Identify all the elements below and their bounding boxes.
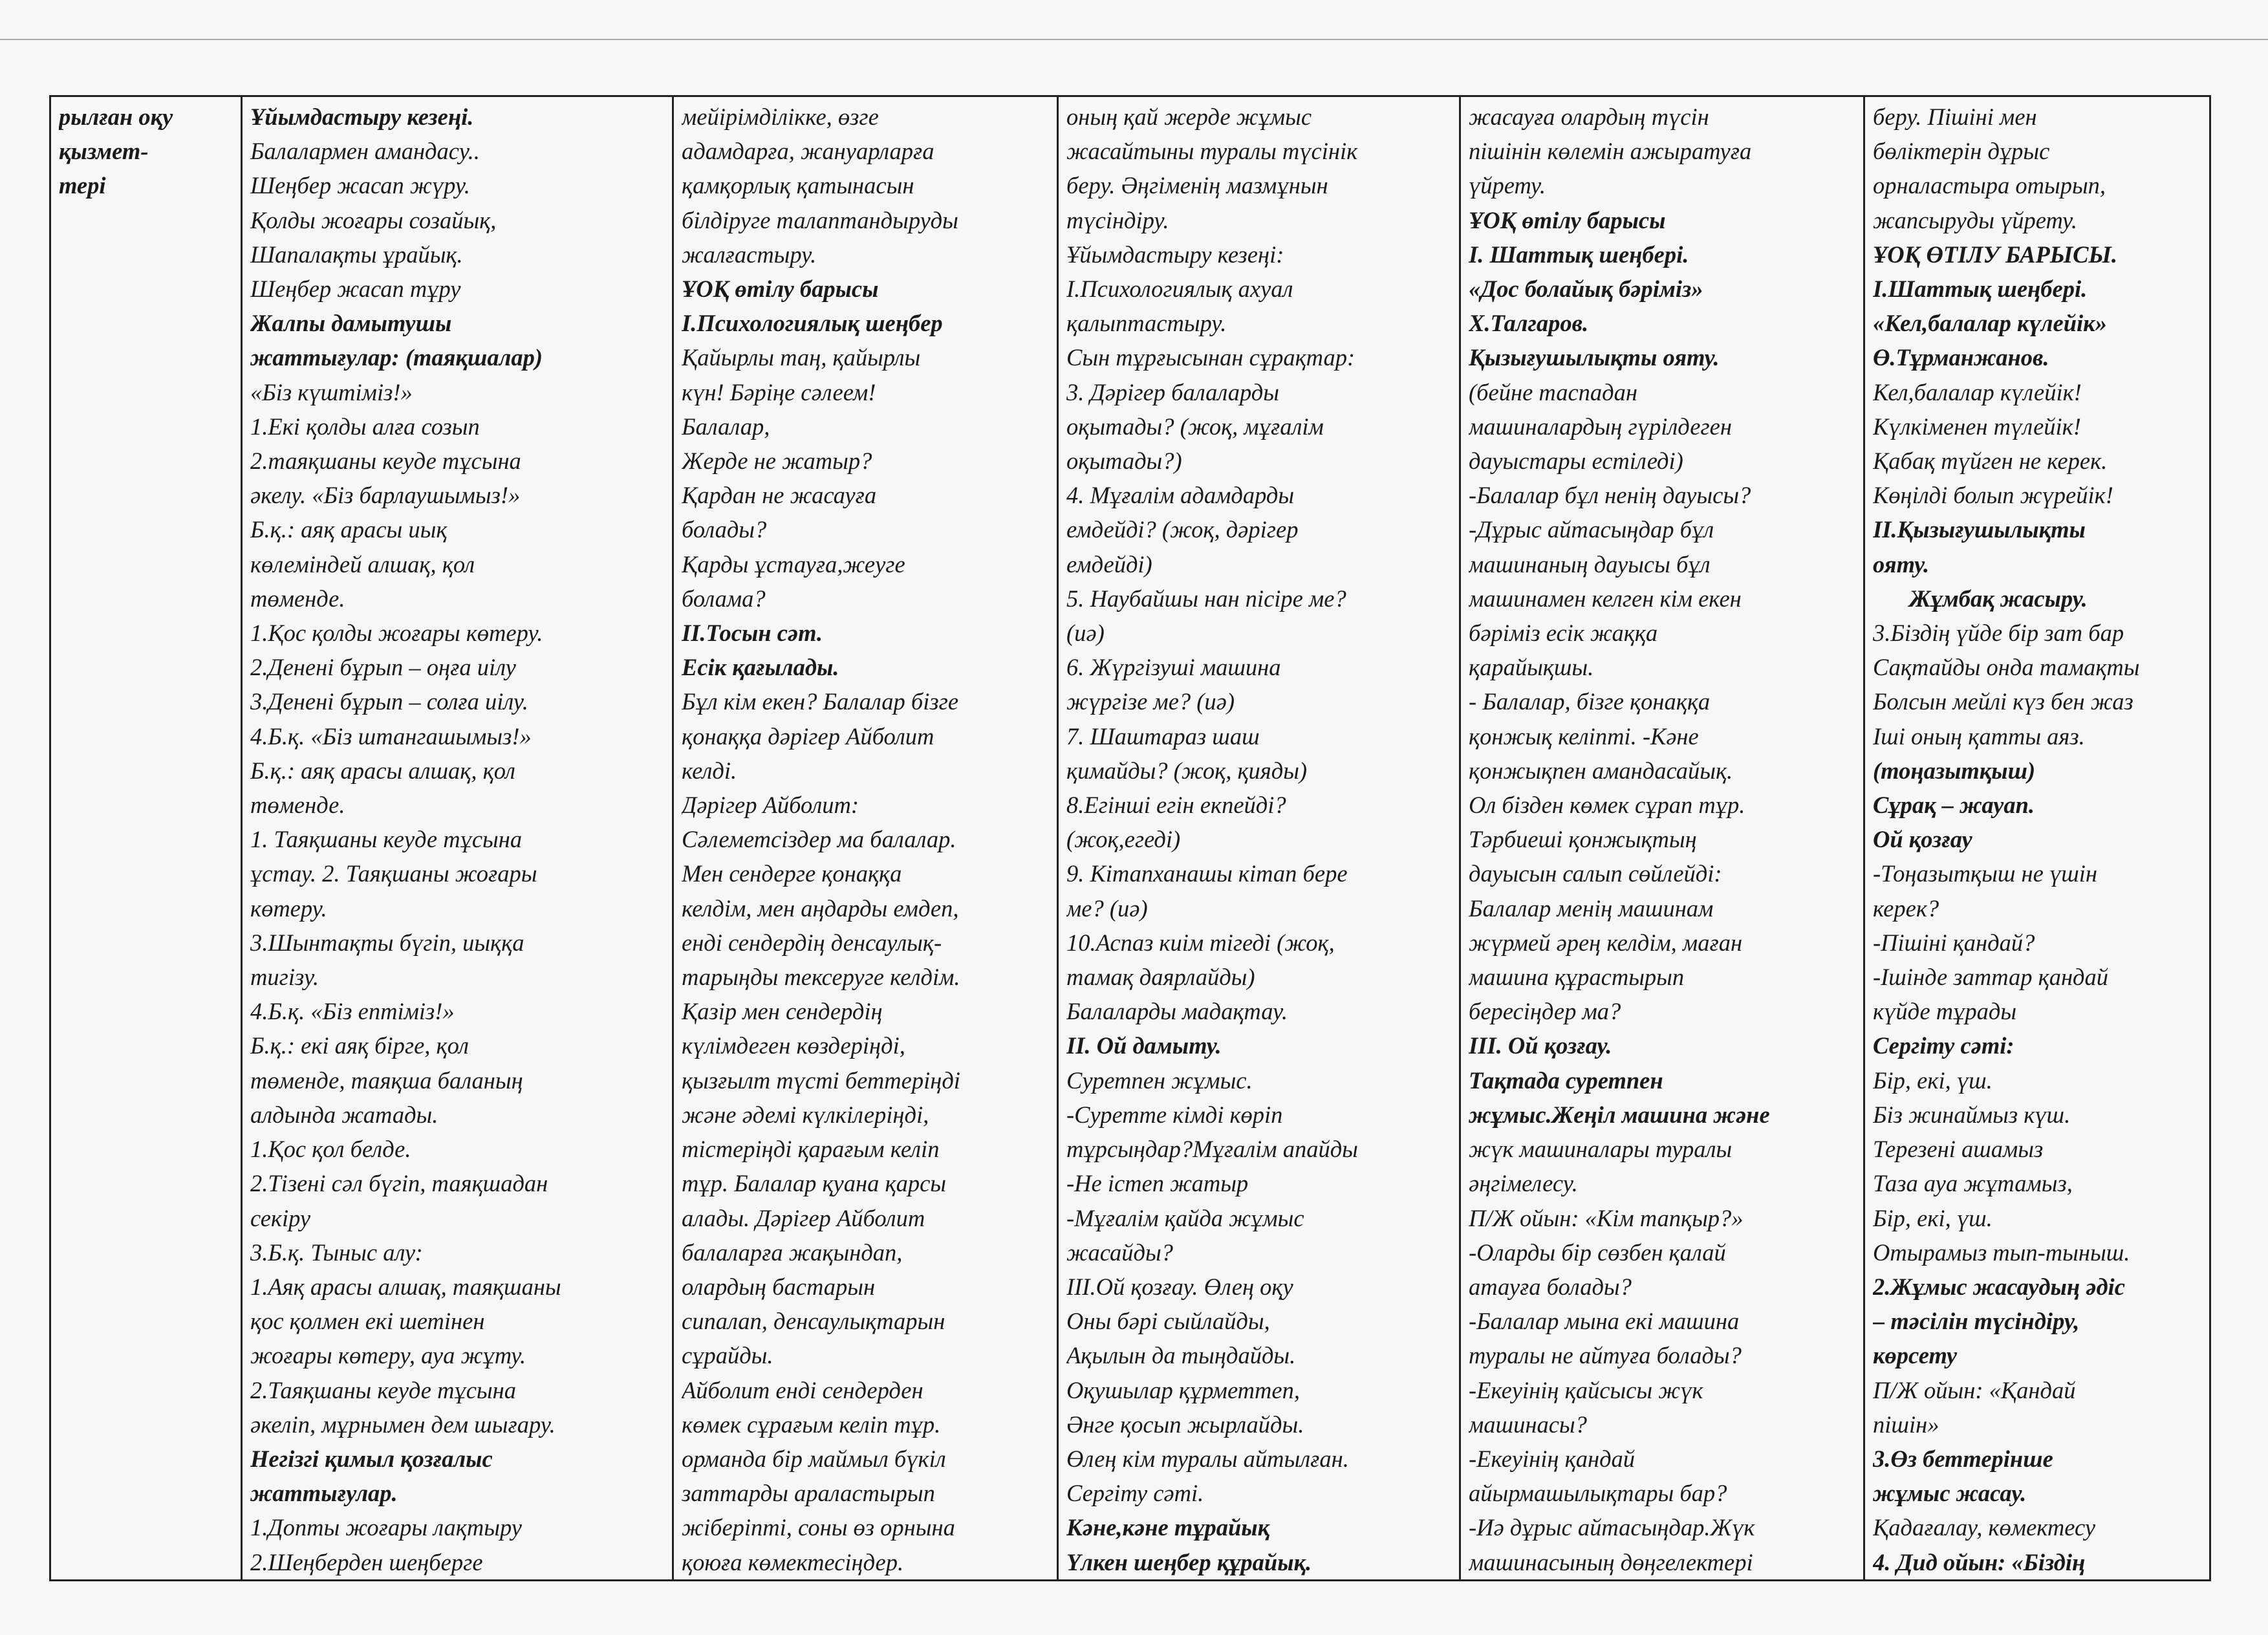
cell-text-line: орманда бір маймыл бүкіл — [682, 1445, 946, 1472]
cell-text-line: ҰОҚ өтілу барысы — [1469, 206, 1666, 233]
cell-text-line: орналастыра отырып, — [1873, 172, 2106, 199]
cell-text-line: -Екеуінің қайсысы жүк — [1469, 1376, 1703, 1403]
cell-text-line: 10.Аспаз киім тігеді (жоқ, — [1066, 929, 1335, 956]
cell-text-line: 1.Қос қолды жоғары көтеру. — [250, 620, 543, 647]
cell-text-line: – тәсілін түсіндіру, — [1873, 1308, 2080, 1335]
cell-text-line: -Дұрыс айтасыңдар бұл — [1469, 516, 1714, 543]
cell-text-line: «Біз күштіміз!» — [250, 378, 413, 406]
cell-text-line: 3.Біздің үйде бір зат бар — [1873, 620, 2124, 647]
cell-text-line: Қарды ұстауға,жеуге — [682, 550, 905, 578]
cell-text-line: Қардан не жасауға — [682, 482, 877, 509]
cell-text-line: 2.Денені бұрып – оңға иілу — [250, 654, 516, 681]
cell-text-line: рылған оқу — [59, 103, 173, 130]
cell-text-line: Есік қағылады. — [682, 654, 839, 681]
cell-text-line: Жалпы дамытушы — [250, 310, 452, 337]
cell-text-line: дауыстары естіледі) — [1469, 448, 1683, 475]
cell-text-line: II.Қызығушылықты — [1873, 516, 2086, 543]
cell-text-line: үйрету. — [1469, 172, 1546, 199]
cell-text-line: Балаларды мадақтау. — [1066, 998, 1288, 1025]
cell-text-line: ме? (иә) — [1066, 894, 1148, 922]
cell-text-line: Болсын мейлі күз бен жаз — [1873, 688, 2133, 715]
cell-text-line: оның қай жерде жұмыс — [1066, 103, 1312, 130]
cell-text-line: әкеліп, мұрнымен дем шығару. — [250, 1411, 556, 1438]
cell-text-line: ҰОҚ өтілу барысы — [682, 276, 879, 303]
cell-text-line: қонжық келіпті. -Кәне — [1469, 722, 1699, 750]
cell-text-line: 1.Аяқ арасы алшақ, таяқшаны — [250, 1273, 561, 1300]
cell-text-line: секіру — [250, 1204, 311, 1231]
cell-text-line: Қазір мен сендердің — [682, 998, 883, 1025]
cell-text-line: қимайды? (жоқ, қияды) — [1066, 757, 1308, 784]
cell-text-line: 3.Өз беттерінше — [1873, 1445, 2053, 1472]
cell-text-line: бересіңдер ма? — [1469, 998, 1621, 1025]
cell-text-line: сұрайды. — [682, 1342, 773, 1369]
cell-text-line: оқытады?) — [1066, 448, 1182, 475]
cell-text-line: Дәрігер Айболит: — [682, 792, 859, 819]
cell-text-line: әкелу. «Біз барлаушымыз!» — [250, 482, 521, 509]
cell-text-line: машинасы? — [1469, 1411, 1587, 1438]
cell-text-line: 3.Шынтақты бүгіп, иыққа — [250, 929, 524, 956]
cell-text-line: Терезені ашамыз — [1873, 1136, 2044, 1163]
cell-text-line: болады? — [682, 516, 767, 543]
cell-text-line: (жоқ,егеді) — [1066, 826, 1181, 853]
cell-text-line: -Балалар бұл ненің дауысы? — [1469, 482, 1751, 509]
cell-text-line: келдім, мен аңдарды емдеп, — [682, 894, 959, 922]
cell-text-line: 4.Б.қ. «Біз штангашымыз!» — [250, 722, 532, 750]
cell-text-line: тері — [59, 172, 106, 199]
cell-text-line: I. Шаттық шеңбері. — [1469, 241, 1689, 268]
cell-text-line: П/Ж ойын: «Қандай — [1873, 1376, 2076, 1403]
cell-text-line: -Не істеп жатыр — [1066, 1170, 1249, 1197]
cell-text-line: -Оларды бір сөзбен қалай — [1469, 1239, 1726, 1266]
cell-text-line: адамдарға, жануарларға — [682, 138, 934, 165]
row-header-cell — [50, 96, 242, 1581]
cell-text-line: Күлкіменен түлейік! — [1873, 413, 2081, 440]
cell-text-line: түсіндіру. — [1066, 206, 1169, 233]
cell-text-line: Ақылын да тыңдайды. — [1066, 1342, 1296, 1369]
cell-text-line: мейірімділікке, өзге — [682, 103, 879, 130]
cell-text-line: Сәлеметсіздер ма балалар. — [682, 826, 956, 853]
cell-text-line: тістеріңді қарағым келіп — [682, 1136, 940, 1163]
cell-text-line: II.Тосын сәт. — [682, 620, 823, 647]
cell-text-line: (бейне таспадан — [1469, 378, 1637, 406]
cell-text-line: қос қолмен екі шетінен — [250, 1308, 485, 1335]
cell-text-line: төменде. — [250, 792, 345, 819]
cell-text-line: заттарды араластырып — [682, 1480, 935, 1507]
cell-text-line: Суретпен жұмыс. — [1066, 1067, 1253, 1094]
cell-text-line: 1.Екі қолды алға созып — [250, 413, 480, 440]
cell-text-line: және әдемі күлкілеріңді, — [682, 1101, 929, 1128]
cell-text-line: Біз жинаймыз күш. — [1873, 1101, 2071, 1128]
cell-text-line: 3.Б.қ. Тыныс алу: — [250, 1239, 423, 1266]
cell-text-line: Балалармен амандасу.. — [250, 138, 480, 165]
cell-text-line: төменде. — [250, 585, 345, 612]
cell-text-line: қонжықпен амандасайық. — [1469, 757, 1733, 784]
cell-text-line: Үлкен шеңбер құрайық. — [1066, 1548, 1312, 1575]
cell-text-line: 3.Денені бұрып – солға иілу. — [250, 688, 528, 715]
cell-text-line: күн! Бәріңе сәлеем! — [682, 378, 876, 406]
cell-text-line: Сұрақ – жауап. — [1873, 792, 2035, 819]
cell-text-line: 2.Шеңберден шеңберге — [250, 1548, 483, 1575]
cell-text-line: жапсыруды үйрету. — [1873, 206, 2078, 233]
cell-text-line: Ұйымдастыру кезеңі: — [1066, 241, 1284, 268]
cell-text-line: Өлең кім туралы айтылған. — [1066, 1445, 1349, 1472]
cell-text-line: П/Ж ойын: «Кім тапқыр?» — [1469, 1204, 1744, 1231]
cell-text-line: келді. — [682, 757, 737, 784]
scan-edge-line — [0, 39, 2268, 40]
cell-text-line: Тәрбиеші қонжықтың — [1469, 826, 1697, 853]
cell-text-line: «Дос болайық бәріміз» — [1469, 276, 1703, 303]
cell-text-line: тигізу. — [250, 964, 319, 991]
table-cell-wednesday — [1058, 96, 1460, 1581]
cell-text-line: Ұйымдастыру кезеңі. — [250, 103, 474, 130]
cell-text-line: жүк машиналары туралы — [1469, 1136, 1733, 1163]
cell-text-line: машинаның дауысы бұл — [1469, 550, 1711, 578]
cell-text-line: жұмыс.Жеңіл машина және — [1469, 1101, 1770, 1128]
cell-text-line: Ө.Тұрманжанов. — [1873, 344, 2049, 371]
cell-text-line: II. Ой дамыту. — [1066, 1032, 1222, 1059]
cell-text-line: беру. Пішіні мен — [1873, 103, 2037, 130]
cell-text-line: туралы не айтуға болады? — [1469, 1342, 1742, 1369]
cell-text-line: 8.Егінші егін екпейді? — [1066, 792, 1286, 819]
cell-text-line: машиналардың гүрілдеген — [1469, 413, 1732, 440]
cell-text-line: 1. Таяқшаны кеуде тұсына — [250, 826, 523, 853]
cell-text-line: Шапалақты ұрайық. — [250, 241, 463, 268]
cell-text-line: 1.Қос қол белде. — [250, 1136, 411, 1163]
cell-text-line: Шеңбер жасап тұру — [250, 276, 461, 303]
cell-text-line: жасайды? — [1066, 1239, 1173, 1266]
cell-text-line: -Тоңазытқыш не үшін — [1873, 860, 2098, 887]
cell-text-line: емдейді) — [1066, 550, 1152, 578]
table-row — [50, 96, 2210, 1581]
cell-text-line: бәріміз есік жаққа — [1469, 620, 1658, 647]
cell-text-line: күлімдеген көздеріңді, — [682, 1032, 905, 1059]
cell-text-line: III. Ой қозғау. — [1469, 1032, 1612, 1059]
cell-text-line: Қабақ түйген не керек. — [1873, 448, 2108, 475]
cell-text-line: I.Шаттық шеңбері. — [1873, 276, 2088, 303]
table-cell-monday — [242, 96, 673, 1581]
cell-text-line: болама? — [682, 585, 766, 612]
cell-text-line: 7. Шаштараз шаш — [1066, 722, 1260, 750]
cell-text-line: пішінін көлемін ажыратуға — [1469, 138, 1752, 165]
cell-text-line: қамқорлық қатынасын — [682, 172, 914, 199]
cell-text-line: айырмашылықтары бар? — [1469, 1480, 1727, 1507]
cell-text-line: Қызығушылықты ояту. — [1469, 344, 1720, 371]
cell-text-line: 9. Кітапханашы кітап бере — [1066, 860, 1348, 887]
cell-text-line: қызмет- — [59, 138, 149, 165]
cell-text-line: қызғылт түсті беттеріңді — [682, 1067, 960, 1094]
cell-text-line: 1.Допты жоғары лақтыру — [250, 1514, 522, 1541]
table-cell-tuesday — [673, 96, 1058, 1581]
cell-text-line: Мен сендерге қонаққа — [682, 860, 902, 887]
cell-text-line: 3. Дәрігер балаларды — [1066, 378, 1279, 406]
cell-text-line: Қадағалау, көмектесу — [1873, 1514, 2096, 1541]
cell-text-line: Ол бізден көмек сұрап тұр. — [1469, 792, 1745, 819]
cell-text-line: - Балалар, бізге қонаққа — [1469, 688, 1711, 715]
cell-text-line: -Пішіні қандай? — [1873, 929, 2035, 956]
cell-text-line: 2.Таяқшаны кеуде тұсына — [250, 1376, 516, 1403]
cell-text-line: емдейді? (жоқ, дәрігер — [1066, 516, 1299, 543]
cell-text-line: беру. Әңгіменің мазмұнын — [1066, 172, 1328, 199]
cell-text-line: бөліктерін дұрыс — [1873, 138, 2050, 165]
cell-text-line: пішін» — [1873, 1411, 1939, 1438]
cell-text-line: Бір, екі, үш. — [1873, 1067, 1993, 1094]
cell-text-line: қоюға көмектесіңдер. — [682, 1548, 904, 1575]
cell-text-line: алдында жатады. — [250, 1101, 438, 1128]
cell-text-line: оқытады? (жоқ, мұғалім — [1066, 413, 1324, 440]
lesson-plan-table — [49, 95, 2211, 1581]
cell-text-line: жасайтыны туралы түсінік — [1066, 138, 1358, 165]
cell-text-line: 2.таяқшаны кеуде тұсына — [250, 448, 521, 475]
cell-text-line: ұстау. 2. Таяқшаны жоғары — [250, 860, 537, 887]
cell-text-line: 4. Дид ойын: «Біздің — [1873, 1548, 2086, 1575]
cell-text-line: Ой қозғау — [1873, 826, 1972, 853]
cell-text-line: -Суретте кімді көріп — [1066, 1101, 1283, 1128]
cell-text-line: қонаққа дәрігер Айболит — [682, 722, 934, 750]
cell-text-line: Іші оның қатты аяз. — [1873, 722, 2085, 750]
cell-text-line: төменде, таяқша баланың — [250, 1067, 523, 1094]
cell-text-line: қалыптастыру. — [1066, 310, 1227, 337]
cell-text-line: тарыңды тексеруге келдім. — [682, 964, 960, 991]
cell-text-line: -Мұғалім қайда жұмыс — [1066, 1204, 1304, 1231]
cell-text-line: Тақтада суретпен — [1469, 1067, 1663, 1094]
cell-text-line: -Иә дұрыс айтасыңдар.Жүк — [1469, 1514, 1755, 1541]
cell-text-line: жүрмей әрең келдім, маған — [1469, 929, 1743, 956]
cell-text-line: Б.қ.: екі аяқ бірге, қол — [250, 1032, 469, 1059]
cell-text-line: тұр. Балалар қуана қарсы — [682, 1170, 946, 1197]
cell-text-line: жасауға олардың түсін — [1469, 103, 1709, 130]
cell-text-line: жаттығулар: (таяқшалар) — [250, 344, 543, 371]
cell-text-line: III.Ой қозғау. Өлең оқу — [1066, 1273, 1293, 1300]
cell-text-line: машинасының дөңгелектері — [1469, 1548, 1753, 1575]
cell-text-line: 5. Наубайшы нан пісіре ме? — [1066, 585, 1346, 612]
cell-text-line: дауысын салып сөйлейді: — [1469, 860, 1722, 887]
cell-text-line: Қолды жоғары созайық, — [250, 206, 497, 233]
cell-text-line: 2.Жұмыс жасаудың әдіс — [1873, 1273, 2125, 1300]
cell-text-line: жіберіпті, соны өз орнына — [682, 1514, 955, 1541]
cell-text-line: I.Психологиялық ахуал — [1066, 276, 1293, 303]
cell-text-line: жалғастыру. — [682, 241, 817, 268]
cell-text-line: Жерде не жатыр? — [682, 448, 872, 475]
cell-text-line: жаттығулар. — [250, 1480, 398, 1507]
cell-text-line: Оны бәрі сыйлайды, — [1066, 1308, 1270, 1335]
cell-text-line: 4. Мұғалім адамдарды — [1066, 482, 1295, 509]
cell-text-line: көлеміндей алшақ, қол — [250, 550, 475, 578]
cell-text-line: алады. Дәрігер Айболит — [682, 1204, 925, 1231]
cell-text-line: Оқушылар құрметтеп, — [1066, 1376, 1300, 1403]
cell-text-line: ояту. — [1873, 550, 1930, 578]
cell-text-line: Сақтайды онда тамақты — [1873, 654, 2140, 681]
cell-text-line: -Балалар мына екі машина — [1469, 1308, 1740, 1335]
cell-text-line: Көңілді болып жүрейік! — [1873, 482, 2113, 509]
cell-text-line: Қайырлы таң, қайырлы — [682, 344, 921, 371]
cell-text-line: Таза ауа жұтамыз, — [1873, 1170, 2073, 1197]
cell-text-line: Б.қ.: аяқ арасы иық — [250, 516, 448, 543]
table-cell-thursday — [1460, 96, 1864, 1581]
cell-text-line: машинамен келген кім екен — [1469, 585, 1742, 612]
cell-text-line: -Екеуінің қандай — [1469, 1445, 1636, 1472]
cell-text-line: балаларға жақындап, — [682, 1239, 903, 1266]
cell-text-line: тұрсыңдар?Мұғалім апайды — [1066, 1136, 1358, 1163]
cell-text-line: атауға болады? — [1469, 1273, 1632, 1300]
cell-text-line: 2.Тізені сәл бүгіп, таяқшадан — [250, 1170, 548, 1197]
cell-text-line: Негізгі қимыл қозғалыс — [250, 1445, 493, 1472]
cell-text-line: әңгімелесу. — [1469, 1170, 1578, 1197]
cell-text-line: Бір, екі, үш. — [1873, 1204, 1993, 1231]
cell-text-line: Сергіту сәті. — [1066, 1480, 1204, 1507]
cell-text-line: Шеңбер жасап жүру. — [250, 172, 470, 199]
cell-text-line: машина құрастырып — [1469, 964, 1685, 991]
cell-text-line: Х.Талгаров. — [1469, 310, 1589, 337]
cell-text-line: -Ішінде заттар қандай — [1873, 964, 2109, 991]
cell-text-line: енді сендердің денсаулық- — [682, 929, 942, 956]
cell-text-line: көрсету — [1873, 1342, 1958, 1369]
cell-text-line: Жұмбақ жасыру. — [1909, 585, 2088, 612]
cell-text-line: Балалар, — [682, 413, 770, 440]
table-cell-friday — [1864, 96, 2210, 1581]
cell-text-line: сипалап, денсаулықтарын — [682, 1308, 945, 1335]
cell-text-line: көтеру. — [250, 894, 327, 922]
cell-text-line: 6. Жүргізуші машина — [1066, 654, 1281, 681]
cell-text-line: Сергіту сәті: — [1873, 1032, 2014, 1059]
cell-text-line: жүргізе ме? (иә) — [1066, 688, 1235, 715]
cell-text-line: тамақ даярлайды) — [1066, 964, 1255, 991]
cell-text-line: Б.қ.: аяқ арасы алшақ, қол — [250, 757, 515, 784]
cell-text-line: керек? — [1873, 894, 1939, 922]
cell-text-line: Әнге қосып жырлайды. — [1066, 1411, 1304, 1438]
cell-text-line: көмек сұрағым келіп тұр. — [682, 1411, 941, 1438]
cell-text-line: I.Психологиялық шеңбер — [682, 310, 943, 337]
cell-text-line: қарайықшы. — [1469, 654, 1594, 681]
cell-text-line: (тоңазытқыш) — [1873, 757, 2036, 784]
cell-text-line: Бұл кім екен? Балалар бізге — [682, 688, 959, 715]
cell-text-line: Сын тұрғысынан сұрақтар: — [1066, 344, 1355, 371]
cell-text-line: білдіруге талаптандыруды — [682, 206, 958, 233]
cell-text-line: олардың бастарын — [682, 1273, 876, 1300]
cell-text-line: жұмыс жасау. — [1873, 1480, 2027, 1507]
cell-text-line: 4.Б.қ. «Біз ептіміз!» — [250, 998, 455, 1025]
cell-text-line: Отырамыз тып-тыныш. — [1873, 1239, 2130, 1266]
cell-text-line: күйде тұрады — [1873, 998, 2017, 1025]
cell-text-line: Балалар менің машинам — [1469, 894, 1714, 922]
cell-text-line: Кәне,кәне тұрайық — [1066, 1514, 1270, 1541]
cell-text-line: «Кел,балалар күлейік» — [1873, 310, 2107, 337]
cell-text-line: Айболит енді сендерден — [682, 1376, 923, 1403]
cell-text-line: ҰОҚ ӨТІЛУ БАРЫСЫ. — [1873, 241, 2118, 268]
cell-text-line: (иә) — [1066, 620, 1105, 647]
cell-text-line: Кел,балалар күлейік! — [1873, 378, 2082, 406]
cell-text-line: жоғары көтеру, ауа жұту. — [250, 1342, 526, 1369]
